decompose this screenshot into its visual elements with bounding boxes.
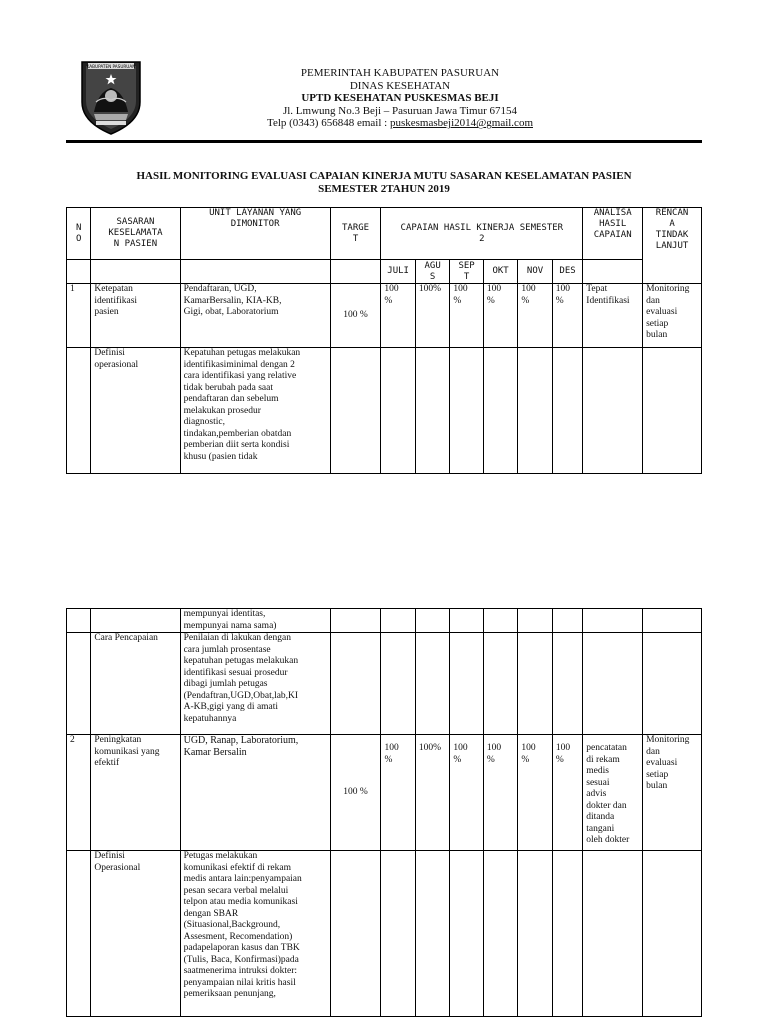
header-rencana	[643, 208, 702, 284]
cell-empty	[583, 348, 643, 474]
cell-empty	[381, 609, 415, 633]
row2-agus: 100%	[415, 735, 449, 851]
month-agus: AGU S	[415, 260, 449, 284]
row2-analisa: pencatatan di rekam medis sesuai advis dokter dan ditanda tangani oleh dokter	[583, 735, 643, 851]
letterhead-puskesmas: UPTD KESEHATAN PUSKESMAS BEJI	[301, 92, 499, 105]
month-okt: OKT	[483, 260, 517, 284]
cell-empty	[91, 609, 180, 633]
letterhead-government: PEMERINTAH KABUPATEN PASURUAN	[300, 67, 500, 79]
cell-empty	[381, 851, 415, 1017]
cell-empty	[483, 633, 517, 735]
cell-empty	[643, 633, 702, 735]
row2-des: 100 %	[552, 735, 582, 851]
row2-nov: 100 %	[518, 735, 552, 851]
table-row	[67, 633, 702, 735]
month-juli: JULI	[381, 260, 415, 284]
row2-sept: 100 %	[450, 735, 483, 851]
cell-empty	[518, 851, 552, 1017]
cell-empty	[330, 260, 381, 284]
header-sasaran	[91, 208, 180, 260]
cell-empty	[91, 260, 180, 284]
cell-empty	[415, 851, 449, 1017]
cell-empty	[330, 633, 381, 735]
document-title	[66, 170, 702, 195]
row2-sasaran: Peningkatan komunikasi yang efektif	[91, 735, 180, 851]
cell-empty	[450, 348, 483, 474]
cell-empty	[583, 260, 643, 284]
header-rencana-text: RENCAN A TINDAK LANJUT	[655, 208, 689, 251]
header-capaian	[381, 208, 583, 260]
cell-empty	[415, 348, 449, 474]
row1-no: 1	[67, 284, 91, 348]
header-unit	[180, 208, 330, 260]
cell-empty	[415, 609, 449, 633]
cell-empty	[583, 851, 643, 1017]
row1-okt: 100 %	[483, 284, 517, 348]
cell-empty	[643, 348, 702, 474]
cell-empty	[552, 348, 582, 474]
cell-empty	[450, 633, 483, 735]
cell-empty	[552, 633, 582, 735]
row1-sept: 100 %	[450, 284, 483, 348]
row1-definisi-text: Kepatuhan petugas melakukan identifikasiminimal dengan 2 cara identifikasi yang relative tidak berubah pada saat pendaftaran dan sebelum melakukan prosedur diagnostic, tindakan,pemberian obatdan pemberian diit serta kondisi khusu (pasien tidak	[180, 348, 330, 474]
row1-sasaran: Ketepatan identifikasi pasien	[91, 284, 180, 348]
month-des: DES	[552, 260, 582, 284]
row2-okt: 100 %	[483, 735, 517, 851]
row2-juli: 100 %	[381, 735, 415, 851]
row2-definisi-label: Definisi Operasional	[91, 851, 180, 1017]
header-analisa-text: ANALISA HASIL CAPAIAN	[593, 208, 632, 240]
row1-cara-text: Penilaian di lakukan dengan cara jumlah prosentase kepatuhan petugas melakukan identifikasi sesuai prosedur dibagi jumlah petugas (Pendaftran,UGD,Obat,lab,KI A-KB,gigi yang di amati kepatuhannya	[180, 633, 330, 735]
title-line-2: SEMESTER 2TAHUN 2019	[318, 182, 450, 195]
row2-rencana: Monitoring dan evaluasi setiap bulan	[643, 735, 702, 851]
letterhead-phone: Telp (0343) 656848 email :	[267, 117, 390, 130]
header-target-text: TARGE T	[341, 222, 370, 244]
cell-empty	[330, 851, 381, 1017]
cell-empty	[583, 609, 643, 633]
header-target	[330, 208, 381, 260]
row2-no: 2	[67, 735, 91, 851]
row1-rencana: Monitoring dan evaluasi setiap bulan	[643, 284, 702, 348]
row1-cara-label: Cara Pencapaian	[91, 633, 180, 735]
cell-empty	[450, 851, 483, 1017]
row1-analisa: Tepat Identifikasi	[583, 284, 643, 348]
monitoring-table-part-2	[66, 608, 702, 1017]
cell-empty	[483, 851, 517, 1017]
letterhead-department: DINAS KESEHATAN	[349, 79, 451, 92]
header-no	[67, 208, 91, 260]
row2-definisi-text: Petugas melakukan komunikasi efektif di rekam medis antara lain:penyampaian pesan secara verbal melalui telpon atau media komunikasi dengan SBAR (Situasional,Background, Assesment, Recomendation) padapelaporan kasus dan TBK (Tulis, Baca, Konfirmasi)pada saatmenerima intruksi dokter: penyampaian nilai kritis hasil pemeriksaan penunjang,	[180, 851, 330, 1017]
letterhead-email[interactable]: puskesmasbeji2014@gmail.com	[389, 117, 533, 130]
cell-empty	[483, 348, 517, 474]
cell-empty	[518, 633, 552, 735]
cell-empty	[483, 609, 517, 633]
letterhead	[150, 67, 650, 130]
row1-nov: 100 %	[518, 284, 552, 348]
table-row	[67, 609, 702, 633]
cell-empty	[583, 633, 643, 735]
letterhead-contact	[150, 117, 650, 130]
letterhead-rule	[66, 140, 702, 143]
letterhead-address: Jl. Lmwung No.3 Beji – Pasuruan Jawa Timur 67154	[282, 104, 518, 117]
cell-empty	[415, 633, 449, 735]
cell-empty	[552, 851, 582, 1017]
svg-text:KABUPATEN PASURUAN: KABUPATEN PASURUAN	[86, 64, 136, 69]
table-row	[67, 348, 702, 474]
cell-empty	[67, 260, 91, 284]
monitoring-table-part-1	[66, 207, 702, 474]
cell-empty	[67, 609, 91, 633]
cell-empty	[67, 851, 91, 1017]
table-row	[67, 851, 702, 1017]
header-capaian-text: CAPAIAN HASIL KINERJA SEMESTER 2	[400, 222, 564, 244]
table-row	[67, 735, 702, 851]
month-nov: NOV	[518, 260, 552, 284]
title-line-1: HASIL MONITORING EVALUASI CAPAIAN KINERJA MUTU SASARAN KESELAMATAN PASIEN	[136, 170, 632, 182]
cell-empty	[330, 609, 381, 633]
row1-definisi-label: Definisi operasional	[91, 348, 180, 474]
cell-empty	[330, 348, 381, 474]
cell-empty	[643, 609, 702, 633]
header-sasaran-text: SASARAN KESELAMATA N PASIEN	[108, 217, 163, 249]
header-unit-text: UNIT LAYANAN YANG DIMONITOR	[209, 208, 302, 229]
cell-empty	[518, 609, 552, 633]
cell-empty	[67, 348, 91, 474]
row2-unit: UGD, Ranap, Laboratorium, Kamar Bersalin	[180, 735, 330, 851]
cell-empty	[381, 633, 415, 735]
table-row	[67, 284, 702, 348]
month-sept: SEP T	[450, 260, 483, 284]
row1-agus: 100%	[415, 284, 449, 348]
cell-empty	[67, 633, 91, 735]
row1-definisi-continued: mempunyai identitas, mempunyai nama sama)	[180, 609, 330, 633]
header-no-text: N O	[75, 222, 82, 244]
cell-empty	[450, 609, 483, 633]
row1-juli: 100 %	[381, 284, 415, 348]
row1-des: 100 %	[552, 284, 582, 348]
header-analisa	[583, 208, 643, 260]
cell-empty	[518, 348, 552, 474]
cell-empty	[643, 851, 702, 1017]
row1-target: 100 %	[330, 284, 381, 348]
cell-empty	[180, 260, 330, 284]
cell-empty	[552, 609, 582, 633]
cell-empty	[381, 348, 415, 474]
row2-target: 100 %	[330, 735, 381, 851]
kabupaten-pasuruan-logo	[78, 56, 144, 136]
row1-unit: Pendaftaran, UGD, KamarBersalin, KIA-KB, Gigi, obat, Laboratorium	[180, 284, 330, 348]
